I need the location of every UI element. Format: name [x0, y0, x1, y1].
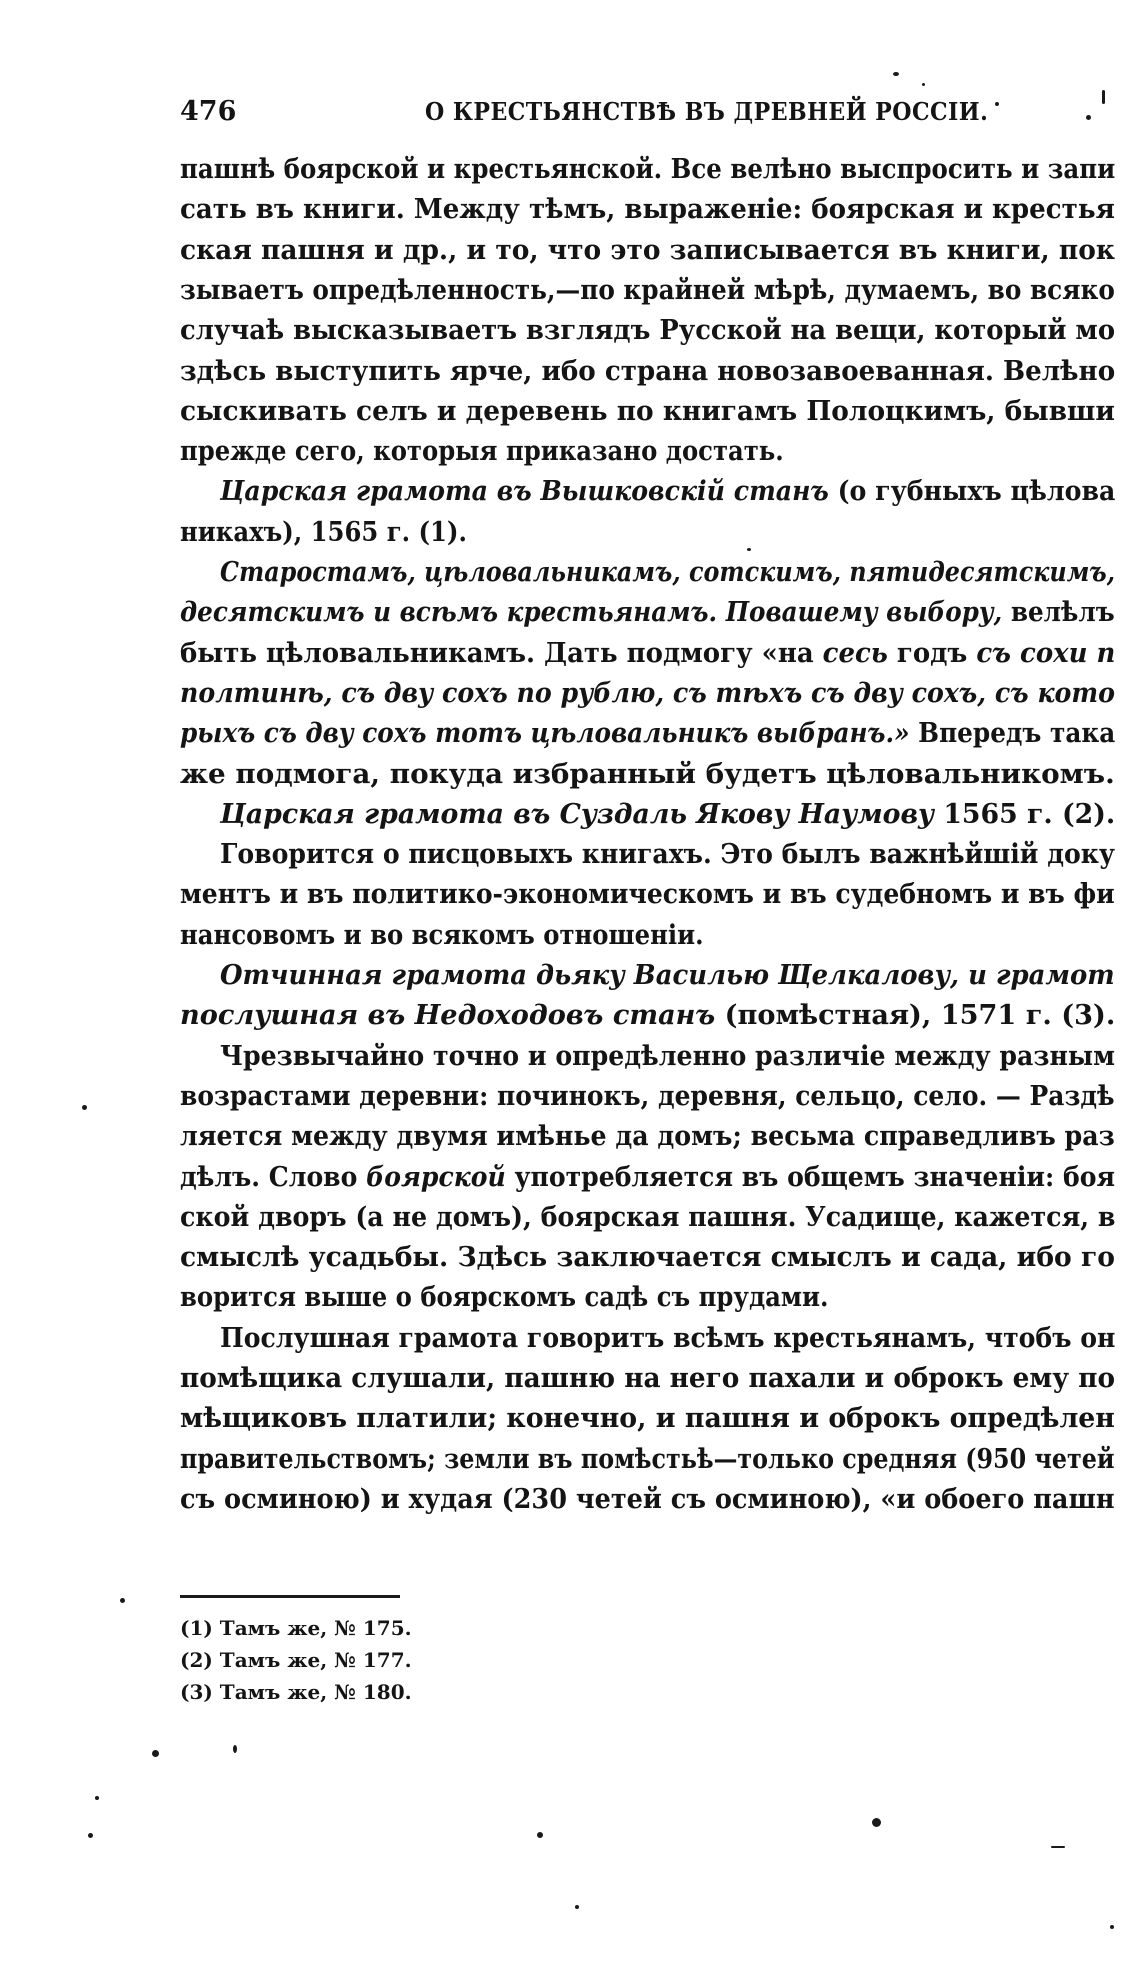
line-text: нансовомъ и во всякомъ отношеніи.	[180, 919, 704, 951]
page-header	[180, 92, 1120, 132]
line-text: смыслѣ усадьбы. Здѣсь заключается смыслъ и сада, ибо го	[180, 1242, 1115, 1274]
text-line	[180, 634, 1115, 674]
page-number: 476	[180, 96, 237, 127]
footnote: (3) Тамъ же, № 180.	[180, 1680, 412, 1704]
text-line	[180, 150, 1115, 190]
italic-text: полтинѣ, съ дву сохъ по рублю, съ тѣхъ съ дву сохъ, съ кото	[180, 677, 1116, 709]
text-line	[180, 996, 1115, 1036]
text-line	[220, 1319, 1115, 1359]
text-line	[180, 1480, 1115, 1520]
scan-speck	[1051, 1846, 1065, 1848]
italic-text: сесь	[822, 637, 888, 669]
text-line	[180, 271, 1115, 311]
line-text: Впередъ така	[909, 718, 1116, 750]
line-text: употребляется въ общемъ значеніи: боя	[505, 1161, 1116, 1193]
scan-speck	[95, 1796, 99, 1800]
scan-speck	[893, 72, 899, 76]
text-line	[180, 231, 1115, 271]
footnote: (2) Тамъ же, № 177.	[180, 1648, 412, 1672]
scan-speck	[922, 83, 925, 86]
line-text: ской дворъ (а не домъ), боярская пашня. Усадище, кажется, в	[180, 1201, 1116, 1233]
line-text: сать въ книги. Между тѣмъ, выраженіе: боярская и крестья	[180, 194, 1115, 226]
running-title: О КРЕСТЬЯНСТВѢ ВЪ ДРЕВНЕЙ РОССІИ.	[425, 97, 989, 126]
line-text: же подмога, покуда избранный будетъ цѣловальникомъ.	[180, 758, 1115, 790]
line-text: Послушная грамота говоритъ всѣмъ крестьянамъ, чтобъ он	[220, 1322, 1116, 1354]
scan-speck	[1102, 90, 1105, 104]
text-line	[180, 1198, 1115, 1238]
text-line	[180, 1117, 1115, 1157]
text-line	[180, 352, 1115, 392]
line-text: Говорится о писцовыхъ книгахъ. Это былъ важнѣйшій доку	[220, 839, 1116, 871]
italic-text: рыхъ съ дву сохъ тотъ цѣловальникъ выбранъ.»	[180, 718, 910, 750]
line-text: возрастами деревни: починокъ, деревня, сельцо, село. — Раздѣ	[180, 1080, 1115, 1112]
text-line	[220, 553, 1115, 593]
line-text: прежде сего, которыя приказано достать.	[180, 436, 784, 468]
line-text: ворится выше о боярскомъ садѣ съ прудами.	[180, 1282, 829, 1314]
text-line	[220, 956, 1115, 996]
line-text: ская пашня и др., и то, что это записывается въ книги, пок	[180, 234, 1115, 266]
text-line	[220, 1037, 1115, 1077]
text-line	[180, 674, 1115, 714]
line-text: (о губныхъ цѣлова	[828, 476, 1116, 508]
line-text: здѣсь выступить ярче, ибо страна новозавоеванная. Велѣно	[180, 355, 1116, 387]
scan-speck	[747, 548, 751, 551]
line-text: ментъ и въ политико-экономическомъ и въ судебномъ и въ фи	[180, 879, 1115, 911]
footnote-rule	[180, 1595, 400, 1598]
text-line	[180, 513, 467, 553]
line-text: ляется между двумя имѣнье да домъ; весьма справедливъ раз	[180, 1121, 1115, 1153]
text-line	[180, 1278, 828, 1318]
text-line	[180, 714, 1115, 754]
text-line	[180, 1158, 1115, 1198]
text-line	[180, 1359, 1115, 1399]
text-line	[180, 190, 1115, 230]
line-text: Чрезвычайно точно и опредѣленно различіе между разным	[220, 1040, 1116, 1072]
italic-text: десятскимъ и всѣмъ крестьянамъ. Повашему выбору,	[180, 597, 1003, 629]
text-line	[220, 835, 1115, 875]
text-line	[180, 1399, 1115, 1439]
line-text: годъ	[887, 637, 977, 669]
italic-text: Отчинная грамота дьяку Василью Щелкалову, и грамот	[220, 960, 1115, 991]
text-line	[180, 392, 1115, 432]
line-text: помѣщика слушали, пашню на него пахали и оброкъ ему по	[180, 1363, 1116, 1394]
text-line	[220, 795, 1115, 835]
text-line	[180, 875, 1115, 915]
line-text: никахъ), 1565 г. (1).	[180, 516, 467, 548]
italic-text: Старостамъ, цѣловальникамъ, сотскимъ, пятидесятскимъ,	[220, 557, 1116, 588]
line-text: правительствомъ; земли въ помѣстьѣ—только средняя (950 четей	[180, 1443, 1115, 1475]
italic-text: боярской	[366, 1161, 506, 1193]
text-line	[180, 755, 1115, 795]
text-line	[220, 472, 1115, 512]
scan-speck	[575, 1905, 579, 1909]
text-line	[180, 1077, 1115, 1117]
line-text: 1565 г. (2).	[934, 798, 1116, 830]
text-line	[180, 311, 1115, 351]
text-line	[180, 1440, 1115, 1480]
line-text: велѣлъ	[1002, 597, 1115, 629]
line-text: случаѣ высказываетъ взглядъ Русской на вещи, который мо	[180, 315, 1116, 347]
scan-speck	[82, 1105, 87, 1110]
text-line	[180, 593, 1115, 633]
scan-speck	[88, 1833, 93, 1838]
italic-text: съ сохи п	[976, 637, 1116, 669]
scan-speck	[152, 1750, 159, 1757]
scan-speck	[1110, 1925, 1114, 1929]
scan-speck	[537, 1832, 543, 1838]
text-line	[180, 916, 704, 956]
italic-text: Царская грамота въ Вышковскій станъ	[220, 476, 829, 508]
text-line	[180, 432, 784, 472]
scan-speck	[995, 102, 999, 106]
footnote: (1) Тамъ же, № 175.	[180, 1616, 412, 1640]
italic-text: послушная въ Недоходовъ станъ	[180, 1000, 716, 1032]
line-text: съ осминою) и худая (230 четей съ осминою), «и обоего пашн	[180, 1483, 1115, 1515]
line-text: (помѣстная), 1571 г. (3).	[715, 1000, 1116, 1032]
line-text: зываетъ опредѣленность,—по крайней мѣрѣ, думаемъ, во всяко	[180, 274, 1115, 306]
line-text: сыскивать селъ и деревень по книгамъ Полоцкимъ, бывши	[180, 395, 1115, 427]
scan-speck	[1086, 115, 1091, 120]
line-text: мѣщиковъ платили; конечно, и пашня и оброкъ опредѣлен	[180, 1403, 1115, 1435]
scan-speck	[233, 1745, 237, 1753]
italic-text: Царская грамота въ Суздаль Якову Наумову	[220, 798, 935, 830]
line-text: пашнѣ боярской и крестьянской. Все велѣно выспросить и запи	[180, 154, 1116, 185]
scan-speck	[872, 1818, 881, 1827]
line-text: дѣлъ. Слово	[180, 1161, 367, 1193]
text-line	[180, 1238, 1115, 1278]
scan-speck	[120, 1598, 125, 1603]
line-text: быть цѣловальникамъ. Дать подмогу «на	[180, 637, 823, 669]
